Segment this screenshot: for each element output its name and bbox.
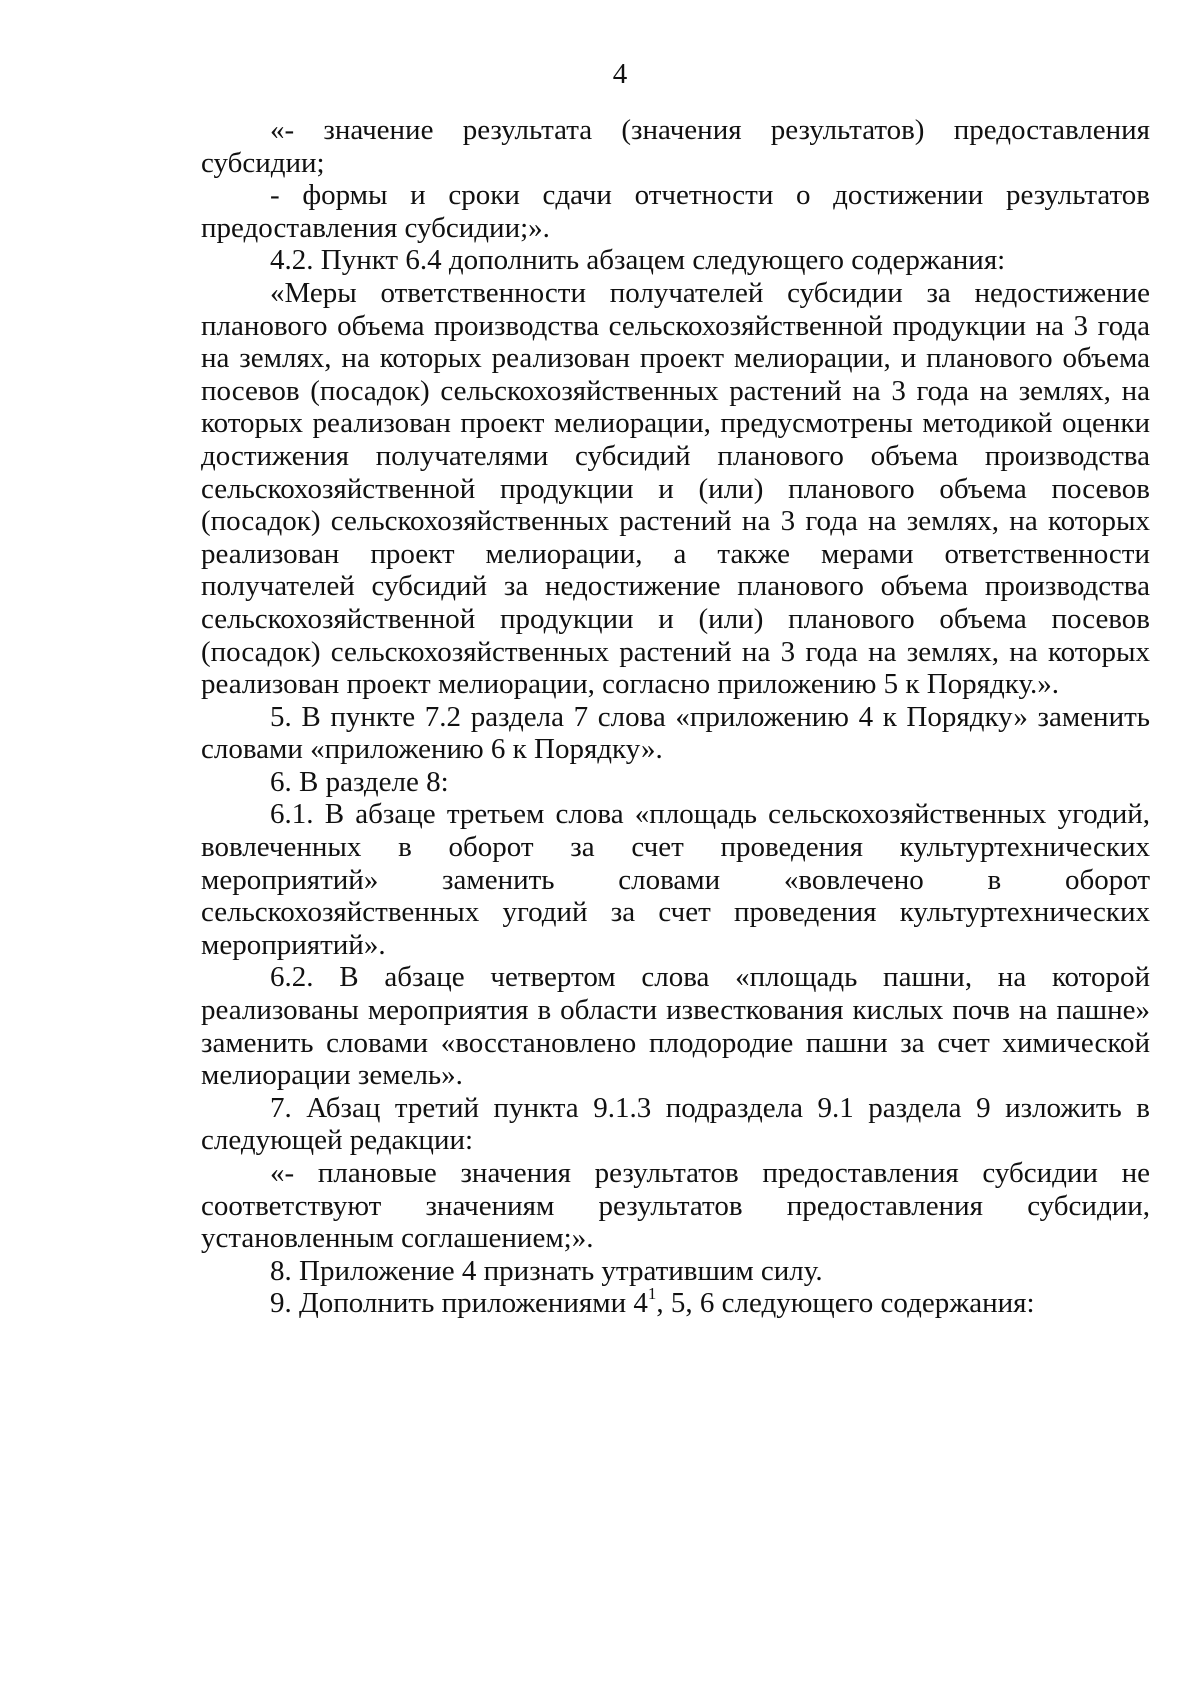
paragraph-reporting-forms: - формы и сроки сдачи отчетности о достижении результатов предоставления субсидии;». <box>201 179 1150 244</box>
paragraph-4-2: 4.2. Пункт 6.4 дополнить абзацем следующего содержания: <box>270 244 1006 277</box>
paragraph-5: 5. В пункте 7.2 раздела 7 слова «приложению 4 к Порядку» заменить словами «приложению 6 к Порядку». <box>201 700 1150 766</box>
paragraph-9 <box>201 1283 1150 1320</box>
paragraph-planned-values: «- плановые значения результатов предоставления субсидии не соответствуют значениям результатов предоставления субсидии, установленным соглашением;». <box>201 1157 1150 1255</box>
paragraph-6-1: 6.1. В абзаце третьем слова «площадь сельскохозяйственных угодий, вовлеченных в оборот за счет проведения культуртехнических мероприятий» заменить словами «вовлечено в оборот сельскохозяйственных угодий за счет проведения культуртехнических мероприятий». <box>201 798 1150 961</box>
paragraph-9-superscript: 1 <box>647 1283 657 1303</box>
paragraph-responsibility-measures: «Меры ответственности получателей субсидии за недостижение планового объема производства сельскохозяйственной продукции на 3 года на землях, на которых реализован проект мелиорации, и планового объема посевов (посадок) сельскохозяйственных растений на 3 года на землях, на которых реализован проект мелиорации, предусмотрены методикой оценки достижения получателями субсидий планового объема производства сельскохозяйственной продукции и (или) планового объема посевов (посадок) сельскохозяйственных растений на 3 года на землях, на которых реализован проект мелиорации, а также мерами ответственности получателей субсидий за недостижение планового объема производства сельскохозяйственной продукции и (или) планового объема посевов (посадок) сельскохозяйственных растений на 3 года на землях, на которых реализован проект мелиорации, согласно приложению 5 к Порядку.». <box>201 276 1150 701</box>
paragraph-7: 7. Абзац третий пункта 9.1.3 подраздела 9.1 раздела 9 изложить в следующей редакции: <box>201 1091 1150 1157</box>
paragraph-9-start: 9. Дополнить приложениями 4 <box>270 1287 648 1320</box>
paragraph-8: 8. Приложение 4 признать утратившим силу. <box>270 1254 823 1287</box>
paragraph-6: 6. В разделе 8: <box>270 765 449 798</box>
document-body <box>201 114 1150 1320</box>
paragraph-result-value: «- значение результата (значения результатов) предоставления субсидии; <box>201 114 1150 179</box>
paragraph-9-end: , 5, 6 следующего содержания: <box>656 1287 1035 1320</box>
paragraph-6-2: 6.2. В абзаце четвертом слова «площадь пашни, на которой реализованы мероприятия в области известкования кислых почв на пашне» заменить словами «восстановлено плодородие пашни за счет химической мелиорации земель». <box>201 961 1150 1092</box>
page-number: 4 <box>612 58 628 90</box>
